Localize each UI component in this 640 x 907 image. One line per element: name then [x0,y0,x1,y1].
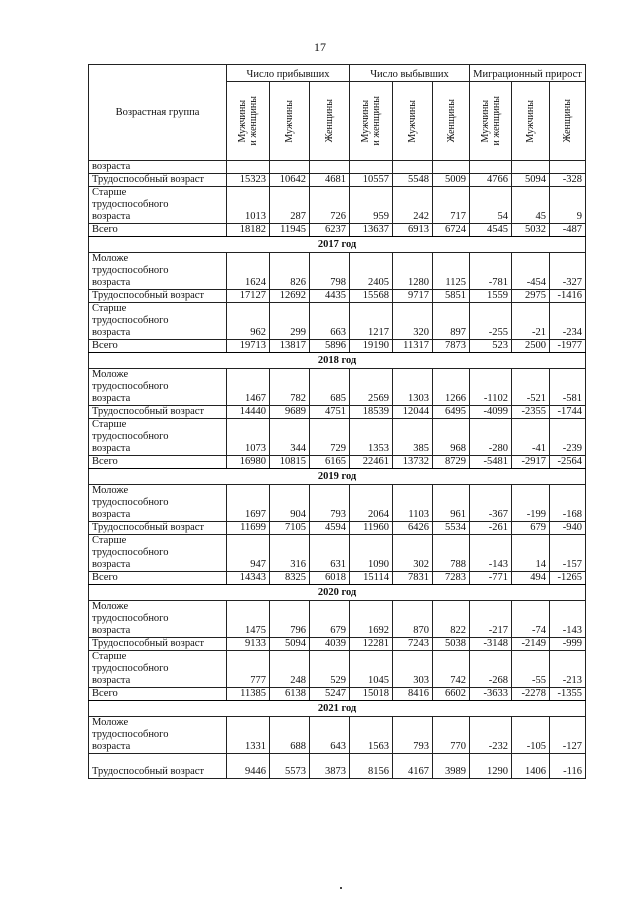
value-cell: 15568 [350,290,393,303]
value-cell: 13817 [270,340,310,353]
value-cell: -168 [550,485,586,522]
value-cell: 18182 [227,224,270,237]
value-cell: 793 [393,717,433,754]
value-cell: 5247 [310,688,350,701]
value-cell: 685 [310,369,350,406]
year-label: 2018 год [89,353,586,369]
age-group-cell: Старше трудоспособного возраста [89,187,227,224]
value-cell: 1073 [227,419,270,456]
value-cell: 1280 [393,253,433,290]
value-cell: 717 [433,187,470,224]
value-cell: -367 [470,485,512,522]
value-cell: 10557 [350,174,393,187]
value-cell: 4167 [393,754,433,779]
value-cell: 5094 [512,174,550,187]
value-cell: 6165 [310,456,350,469]
value-cell: 6237 [310,224,350,237]
value-cell: 1290 [470,754,512,779]
value-cell: 13637 [350,224,393,237]
age-group-cell: Трудоспособный возраст [89,754,227,779]
value-cell [393,161,433,174]
value-cell: -2917 [512,456,550,469]
age-group-cell: Трудоспособный возраст [89,522,227,535]
total-row [89,688,586,701]
value-cell: -3633 [470,688,512,701]
value-cell: -199 [512,485,550,522]
value-cell: 2569 [350,369,393,406]
value-cell: -234 [550,303,586,340]
value-cell: 529 [310,651,350,688]
value-cell: 15114 [350,572,393,585]
table-row [89,638,586,651]
value-cell: -41 [512,419,550,456]
value-cell: 4766 [470,174,512,187]
value-cell: -2355 [512,406,550,419]
value-cell: 22461 [350,456,393,469]
value-cell: 7283 [433,572,470,585]
value-cell: -2278 [512,688,550,701]
value-cell: 14 [512,535,550,572]
value-cell: 523 [470,340,512,353]
value-cell: 19190 [350,340,393,353]
value-cell: 9689 [270,406,310,419]
value-cell: 1090 [350,535,393,572]
year-row [89,701,586,717]
total-row [89,456,586,469]
value-cell: 961 [433,485,470,522]
value-cell: 947 [227,535,270,572]
subcolumn-header [550,82,586,161]
value-cell: 1266 [433,369,470,406]
value-cell: 248 [270,651,310,688]
subcolumn-label: Мужчины и женщины [360,96,383,146]
value-cell [512,161,550,174]
value-cell: -2149 [512,638,550,651]
migration-growth-header: Миграционный прирост [470,65,586,82]
value-cell: 2975 [512,290,550,303]
value-cell: 1217 [350,303,393,340]
value-cell: 962 [227,303,270,340]
subcolumn-label: Женщины [562,99,574,143]
value-cell: -1977 [550,340,586,353]
value-cell: 5851 [433,290,470,303]
age-group-cell: Трудоспособный возраст [89,638,227,651]
value-cell: 4545 [470,224,512,237]
value-cell: 726 [310,187,350,224]
subcolumn-header [393,82,433,161]
subcolumn-header [310,82,350,161]
arrivals-header: Число прибывших [227,65,350,82]
value-cell: -4099 [470,406,512,419]
year-row [89,237,586,253]
value-cell: 7873 [433,340,470,353]
value-cell: -2564 [550,456,586,469]
value-cell: 6495 [433,406,470,419]
value-cell: -127 [550,717,586,754]
subcolumn-label: Мужчины [284,99,295,143]
age-group-cell: Всего [89,456,227,469]
value-cell [270,161,310,174]
value-cell: 770 [433,717,470,754]
value-cell: 9 [550,187,586,224]
subcolumn-label: Мужчины и женщины [479,96,502,146]
subcolumn-header [470,82,512,161]
value-cell: 7831 [393,572,433,585]
value-cell: 4594 [310,522,350,535]
year-label: 2019 год [89,469,586,485]
value-cell: 1559 [470,290,512,303]
age-group-cell: Старше трудоспособного возраста [89,651,227,688]
table-row [89,535,586,572]
value-cell: -771 [470,572,512,585]
value-cell: 5534 [433,522,470,535]
age-group-cell: Моложе трудоспособного возраста [89,601,227,638]
value-cell: -280 [470,419,512,456]
value-cell: 344 [270,419,310,456]
table-row [89,406,586,419]
year-label: 2017 год [89,237,586,253]
total-row [89,224,586,237]
value-cell [310,161,350,174]
value-cell: 54 [470,187,512,224]
value-cell: 302 [393,535,433,572]
value-cell: 5896 [310,340,350,353]
value-cell: 7243 [393,638,433,651]
value-cell [350,161,393,174]
value-cell: 17127 [227,290,270,303]
page-number: 17 [314,40,326,54]
value-cell: 1697 [227,485,270,522]
age-group-cell: Моложе трудоспособного возраста [89,369,227,406]
value-cell: -581 [550,369,586,406]
value-cell: 15018 [350,688,393,701]
value-cell: 12044 [393,406,433,419]
table-row [89,187,586,224]
subcolumn-label: Женщины [324,99,335,143]
value-cell: 1475 [227,601,270,638]
value-cell: 320 [393,303,433,340]
value-cell: 1045 [350,651,393,688]
value-cell: 8325 [270,572,310,585]
age-group-cell: Всего [89,688,227,701]
value-cell: -21 [512,303,550,340]
age-group-cell: Трудоспособный возраст [89,406,227,419]
value-cell: -1102 [470,369,512,406]
value-cell: 6138 [270,688,310,701]
value-cell: 6426 [393,522,433,535]
value-cell: -232 [470,717,512,754]
value-cell: 299 [270,303,310,340]
value-cell: 6602 [433,688,470,701]
year-label: 2020 год [89,585,586,601]
age-group-cell: Всего [89,224,227,237]
value-cell: 1467 [227,369,270,406]
value-cell: -261 [470,522,512,535]
value-cell: 968 [433,419,470,456]
value-cell: 782 [270,369,310,406]
value-cell: -239 [550,419,586,456]
age-group-cell: Всего [89,572,227,585]
value-cell: 2405 [350,253,393,290]
value-cell: 959 [350,187,393,224]
age-group-header: Возрастная группа [89,65,227,161]
value-cell: 11960 [350,522,393,535]
value-cell: 5009 [433,174,470,187]
value-cell: -3148 [470,638,512,651]
year-label: 2021 год [89,701,586,717]
value-cell: -143 [470,535,512,572]
table-row [89,419,586,456]
value-cell: 45 [512,187,550,224]
value-cell: 897 [433,303,470,340]
value-cell: 798 [310,253,350,290]
value-cell: 13732 [393,456,433,469]
value-cell: 5573 [270,754,310,779]
subcolumn-header [512,82,550,161]
value-cell: 1103 [393,485,433,522]
value-cell: -999 [550,638,586,651]
table-row [89,651,586,688]
table-row [89,754,586,779]
value-cell: -217 [470,601,512,638]
value-cell: 788 [433,535,470,572]
value-cell: 742 [433,651,470,688]
total-row [89,572,586,585]
subcolumn-header [433,82,470,161]
value-cell: 303 [393,651,433,688]
value-cell: 385 [393,419,433,456]
value-cell: 10815 [270,456,310,469]
value-cell: 2064 [350,485,393,522]
value-cell: 793 [310,485,350,522]
age-group-cell: Старше трудоспособного возраста [89,303,227,340]
value-cell: 4751 [310,406,350,419]
subcolumn-label: Мужчины [407,99,419,143]
value-cell: 12692 [270,290,310,303]
value-cell: -940 [550,522,586,535]
age-group-cell: Трудоспособный возраст [89,174,227,187]
table-row [89,485,586,522]
table-row [89,161,586,174]
value-cell: -1355 [550,688,586,701]
subcolumn-label: Мужчины [525,99,537,143]
value-cell: -157 [550,535,586,572]
value-cell: -213 [550,651,586,688]
value-cell: -1416 [550,290,586,303]
value-cell: 904 [270,485,310,522]
table-body [89,161,586,779]
value-cell: 4681 [310,174,350,187]
value-cell: -255 [470,303,512,340]
departures-header: Число выбывших [350,65,470,82]
value-cell: 19713 [227,340,270,353]
value-cell: 1353 [350,419,393,456]
value-cell: 8416 [393,688,433,701]
table-row [89,303,586,340]
subcolumn-header [227,82,270,161]
age-group-cell: Моложе трудоспособного возраста [89,717,227,754]
value-cell: 9717 [393,290,433,303]
subcolumn-header [350,82,393,161]
value-cell: 1013 [227,187,270,224]
value-cell: -5481 [470,456,512,469]
value-cell: -74 [512,601,550,638]
value-cell: 631 [310,535,350,572]
value-cell: 679 [310,601,350,638]
value-cell: 10642 [270,174,310,187]
value-cell: 1406 [512,754,550,779]
value-cell: 11699 [227,522,270,535]
value-cell: -521 [512,369,550,406]
value-cell: 12281 [350,638,393,651]
value-cell [433,161,470,174]
year-row [89,353,586,369]
value-cell: -1265 [550,572,586,585]
value-cell [550,161,586,174]
value-cell: 494 [512,572,550,585]
value-cell [470,161,512,174]
age-group-cell: возраста [89,161,227,174]
value-cell: 242 [393,187,433,224]
value-cell: -116 [550,754,586,779]
value-cell: 5038 [433,638,470,651]
value-cell: 7105 [270,522,310,535]
value-cell: 11945 [270,224,310,237]
table-row [89,369,586,406]
value-cell: 5032 [512,224,550,237]
value-cell: 6913 [393,224,433,237]
table-row [89,717,586,754]
value-cell: -55 [512,651,550,688]
value-cell: 1125 [433,253,470,290]
table-row [89,522,586,535]
value-cell: 6018 [310,572,350,585]
value-cell: 1563 [350,717,393,754]
value-cell: 870 [393,601,433,638]
value-cell: -487 [550,224,586,237]
value-cell: 3989 [433,754,470,779]
value-cell: -328 [550,174,586,187]
page-mark [340,887,342,889]
value-cell: -268 [470,651,512,688]
table-row [89,174,586,187]
value-cell: 5548 [393,174,433,187]
value-cell: 5094 [270,638,310,651]
value-cell: 9133 [227,638,270,651]
age-group-cell: Всего [89,340,227,353]
year-row [89,469,586,485]
value-cell: -143 [550,601,586,638]
value-cell: 729 [310,419,350,456]
value-cell: 688 [270,717,310,754]
value-cell: -1744 [550,406,586,419]
value-cell: 1624 [227,253,270,290]
total-row [89,340,586,353]
value-cell: 2500 [512,340,550,353]
value-cell: 14343 [227,572,270,585]
subcolumn-label: Мужчины и женщины [237,96,259,146]
value-cell: 679 [512,522,550,535]
age-group-cell: Старше трудоспособного возраста [89,535,227,572]
value-cell [227,161,270,174]
value-cell: 18539 [350,406,393,419]
value-cell: 1303 [393,369,433,406]
value-cell: -454 [512,253,550,290]
table-row [89,253,586,290]
value-cell: 777 [227,651,270,688]
subcolumn-label: Женщины [445,99,457,143]
age-group-cell: Моложе трудоспособного возраста [89,485,227,522]
value-cell: 14440 [227,406,270,419]
subcolumn-header [270,82,310,161]
value-cell: -327 [550,253,586,290]
value-cell: 9446 [227,754,270,779]
value-cell: 15323 [227,174,270,187]
value-cell: 4039 [310,638,350,651]
value-cell: 11385 [227,688,270,701]
value-cell: 11317 [393,340,433,353]
value-cell: 663 [310,303,350,340]
value-cell: 8156 [350,754,393,779]
value-cell: 6724 [433,224,470,237]
value-cell: -105 [512,717,550,754]
value-cell: 1692 [350,601,393,638]
value-cell: 796 [270,601,310,638]
value-cell: 316 [270,535,310,572]
table-row [89,290,586,303]
value-cell: 1331 [227,717,270,754]
value-cell: 3873 [310,754,350,779]
value-cell: 16980 [227,456,270,469]
value-cell: -781 [470,253,512,290]
value-cell: 8729 [433,456,470,469]
value-cell: 4435 [310,290,350,303]
age-group-cell: Моложе трудоспособного возраста [89,253,227,290]
age-group-cell: Старше трудоспособного возраста [89,419,227,456]
value-cell: 822 [433,601,470,638]
value-cell: 287 [270,187,310,224]
migration-table [88,64,586,779]
year-row [89,585,586,601]
value-cell: 826 [270,253,310,290]
table-row [89,601,586,638]
age-group-cell: Трудоспособный возраст [89,290,227,303]
value-cell: 643 [310,717,350,754]
